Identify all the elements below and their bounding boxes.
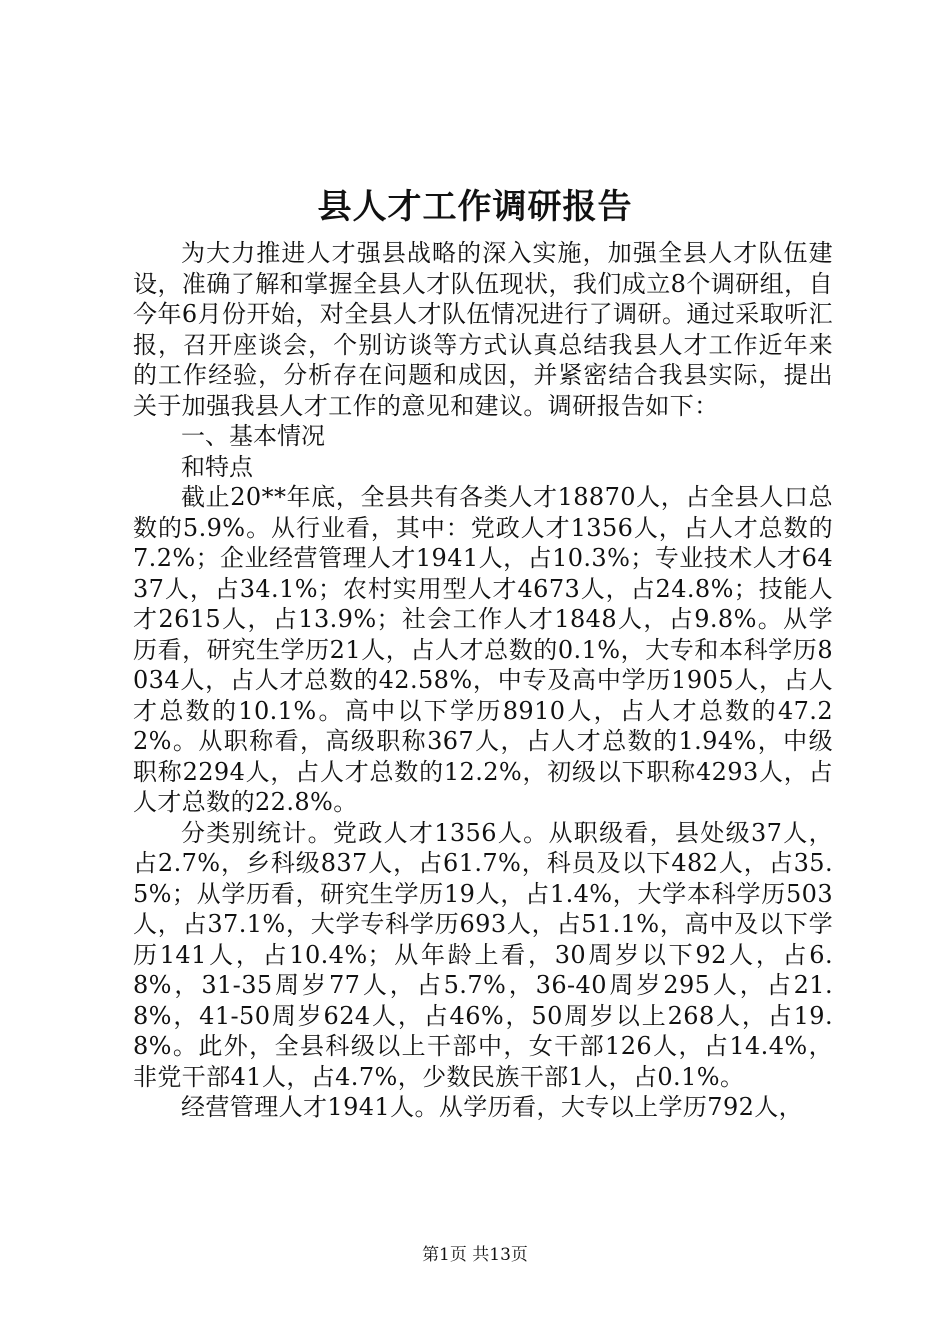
overview-paragraph: 截止20**年底，全县共有各类人才18870人，占全县人口总数的5.9%。从行业看，其中：党政人才1356人，占人才总数的7.2%；企业经营管理人才1941人，占10.3%；专业技术人才6437人，占34.1%；农村实用型人才4673人，占24.8%；技能人才2615人，占13.9%；社会工作人才1848人，占9.8%。从学历看，研究生学历21人，占人才总数的0.1%，大专和本科学历8034人，占人才总数的42.58%，中专及高中学历1905人，占人才总数的10.1%。高中以下学历8910人，占人才总数的47.22%。从职称看，高级职称367人，占人才总数的1.94%，中级职称2294人，占人才总数的12.2%，初级以下职称4293人，占人才总数的22.8%。 [133, 483, 833, 816]
intro-paragraph: 为大力推进人才强县战略的深入实施，加强全县人才队伍建设，准确了解和掌握全县人才队伍现状，我们成立8个调研组，自今年6月份开始，对全县人才队伍情况进行了调研。通过采取听汇报，召开座谈会，个别访谈等方式认真总结我县人才工作近年来的工作经验，分析存在问题和成因，并紧密结合我县实际，提出关于加强我县人才工作的意见和建议。调研报告如下： [133, 239, 833, 420]
party-talent-paragraph: 分类别统计。党政人才1356人。从职级看，县处级37人，占2.7%，乡科级837人，占61.7%，科员及以下482人，占35.5%；从学历看，研究生学历19人，占1.4%，大学本科学历503人，占37.1%，大学专科学历693人，占51.1%，高中及以下学历141人，占10.4%；从年龄上看，30周岁以下92人，占6.8%，31-35周岁77人，占5.7%，36-40周岁295人，占21.8%，41-50周岁624人，占46%，50周岁以上268人，占19.8%。此外，全县科级以上干部中，女干部126人，占14.4%，非党干部41人，占4.7%，少数民族干部1人，占0.1%。 [133, 818, 833, 1091]
document-body [133, 238, 833, 1123]
section-heading: 一、基本情况 [181, 422, 325, 450]
business-talent-paragraph: 经营管理人才1941人。从学历看，大专以上学历792人， [181, 1093, 804, 1121]
section-heading-continuation: 和特点 [181, 452, 253, 481]
page-number-footer: 第1页 共13页 [422, 1245, 528, 1265]
document-title: 县人才工作调研报告 [317, 187, 633, 227]
